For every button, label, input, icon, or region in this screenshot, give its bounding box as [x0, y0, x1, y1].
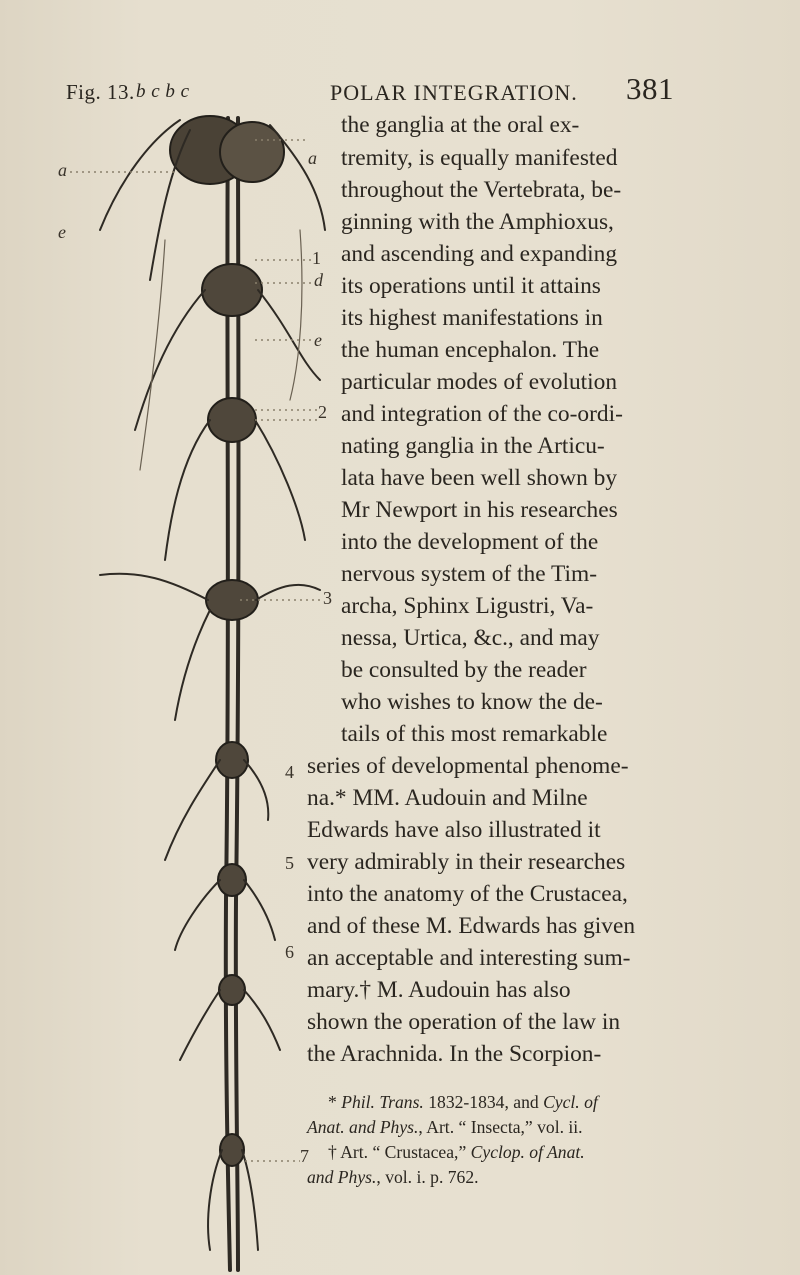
footnote-1-cycl: Cycl. of: [543, 1092, 598, 1112]
footnote-2-volume: , vol. i. p. 762.: [376, 1167, 479, 1187]
text-line: nervous system of the Tim-: [341, 561, 598, 587]
text-line: particular modes of evolution: [341, 369, 618, 395]
text-line: nating ganglia in the Articu-: [341, 433, 605, 459]
figure-label-a-right: a: [308, 148, 317, 168]
figure-label-6: 6: [285, 942, 294, 962]
text-line: into the development of the: [341, 529, 599, 555]
figure-label-7: 7: [300, 1146, 309, 1166]
figure-label-a-left: a: [58, 160, 67, 180]
text-line: ginning with the Amphioxus,: [341, 209, 614, 235]
text-line: and integration of the co-ordi-: [341, 401, 623, 427]
text-line: lata have been well shown by: [341, 465, 618, 491]
footnote-1-mark: *: [328, 1092, 337, 1112]
text-line: an acceptable and interesting sum-: [307, 945, 631, 971]
footnote-2-article: † Art. “ Crustacea,”: [328, 1142, 471, 1162]
text-line: na.* MM. Audouin and Milne: [307, 785, 588, 811]
text-line: the ganglia at the oral ex-: [341, 112, 580, 138]
footnote-2-line-1: [328, 1142, 585, 1163]
figure-label-5: 5: [285, 853, 294, 873]
figure-label-3: 3: [323, 588, 332, 608]
text-line: Mr Newport in his researches: [341, 497, 618, 523]
footnote-1-line-2: [307, 1117, 583, 1138]
text-line: into the anatomy of the Crustacea,: [307, 881, 628, 907]
figure-label-2: 2: [318, 402, 327, 422]
footnote-1-journal: Phil. Trans.: [341, 1092, 424, 1112]
footnote-2-phys: and Phys.: [307, 1167, 377, 1187]
figure-label-1: 1: [312, 248, 321, 268]
text-line: be consulted by the reader: [341, 657, 587, 683]
page-number: 381: [626, 71, 674, 106]
text-line: and of these M. Edwards has given: [307, 913, 636, 939]
text-line: throughout the Vertebrata, be-: [341, 177, 622, 203]
text-line: the human encephalon. The: [341, 337, 600, 363]
figure-label-4: 4: [285, 762, 294, 782]
footnote-1-article: , Art. “ Insecta,” vol. ii.: [418, 1117, 583, 1137]
text-line: and ascending and expanding: [341, 241, 618, 267]
figure-label-e-right: e: [314, 330, 322, 350]
footnote-1-line-1: [328, 1092, 598, 1113]
text-line: who wishes to know the de-: [341, 689, 603, 715]
text-line: very admirably in their researches: [307, 849, 626, 875]
running-title: POLAR INTEGRATION.: [330, 80, 578, 105]
footnote-2-cyclop: Cyclop. of Anat.: [470, 1142, 585, 1162]
figure-header-letters: b c b c: [136, 81, 190, 102]
text-line: tremity, is equally manifested: [341, 145, 618, 171]
text-line: its highest manifestations in: [341, 305, 603, 331]
text-line: nessa, Urtica, &c., and may: [341, 625, 600, 651]
text-line: archa, Sphinx Ligustri, Va-: [341, 593, 594, 619]
text-line: mary.† M. Audouin has also: [307, 977, 571, 1003]
text-line: the Arachnida. In the Scorpion-: [307, 1041, 602, 1067]
text-line: Edwards have also illustrated it: [307, 817, 601, 843]
footnote-2-line-2: [307, 1167, 479, 1188]
figure-label-d: d: [314, 270, 323, 290]
figure-reference: Fig. 13.: [66, 80, 135, 104]
text-line: its operations until it attains: [341, 273, 601, 299]
footnote-1-years: 1832-1834, and: [423, 1092, 544, 1112]
figure-label-e-left: e: [58, 222, 66, 242]
footnote-1-anat: Anat. and Phys.: [307, 1117, 419, 1137]
text-line: shown the operation of the law in: [307, 1009, 621, 1035]
text-line: tails of this most remarkable: [341, 721, 608, 747]
text-line: series of developmental phenome-: [307, 753, 629, 779]
